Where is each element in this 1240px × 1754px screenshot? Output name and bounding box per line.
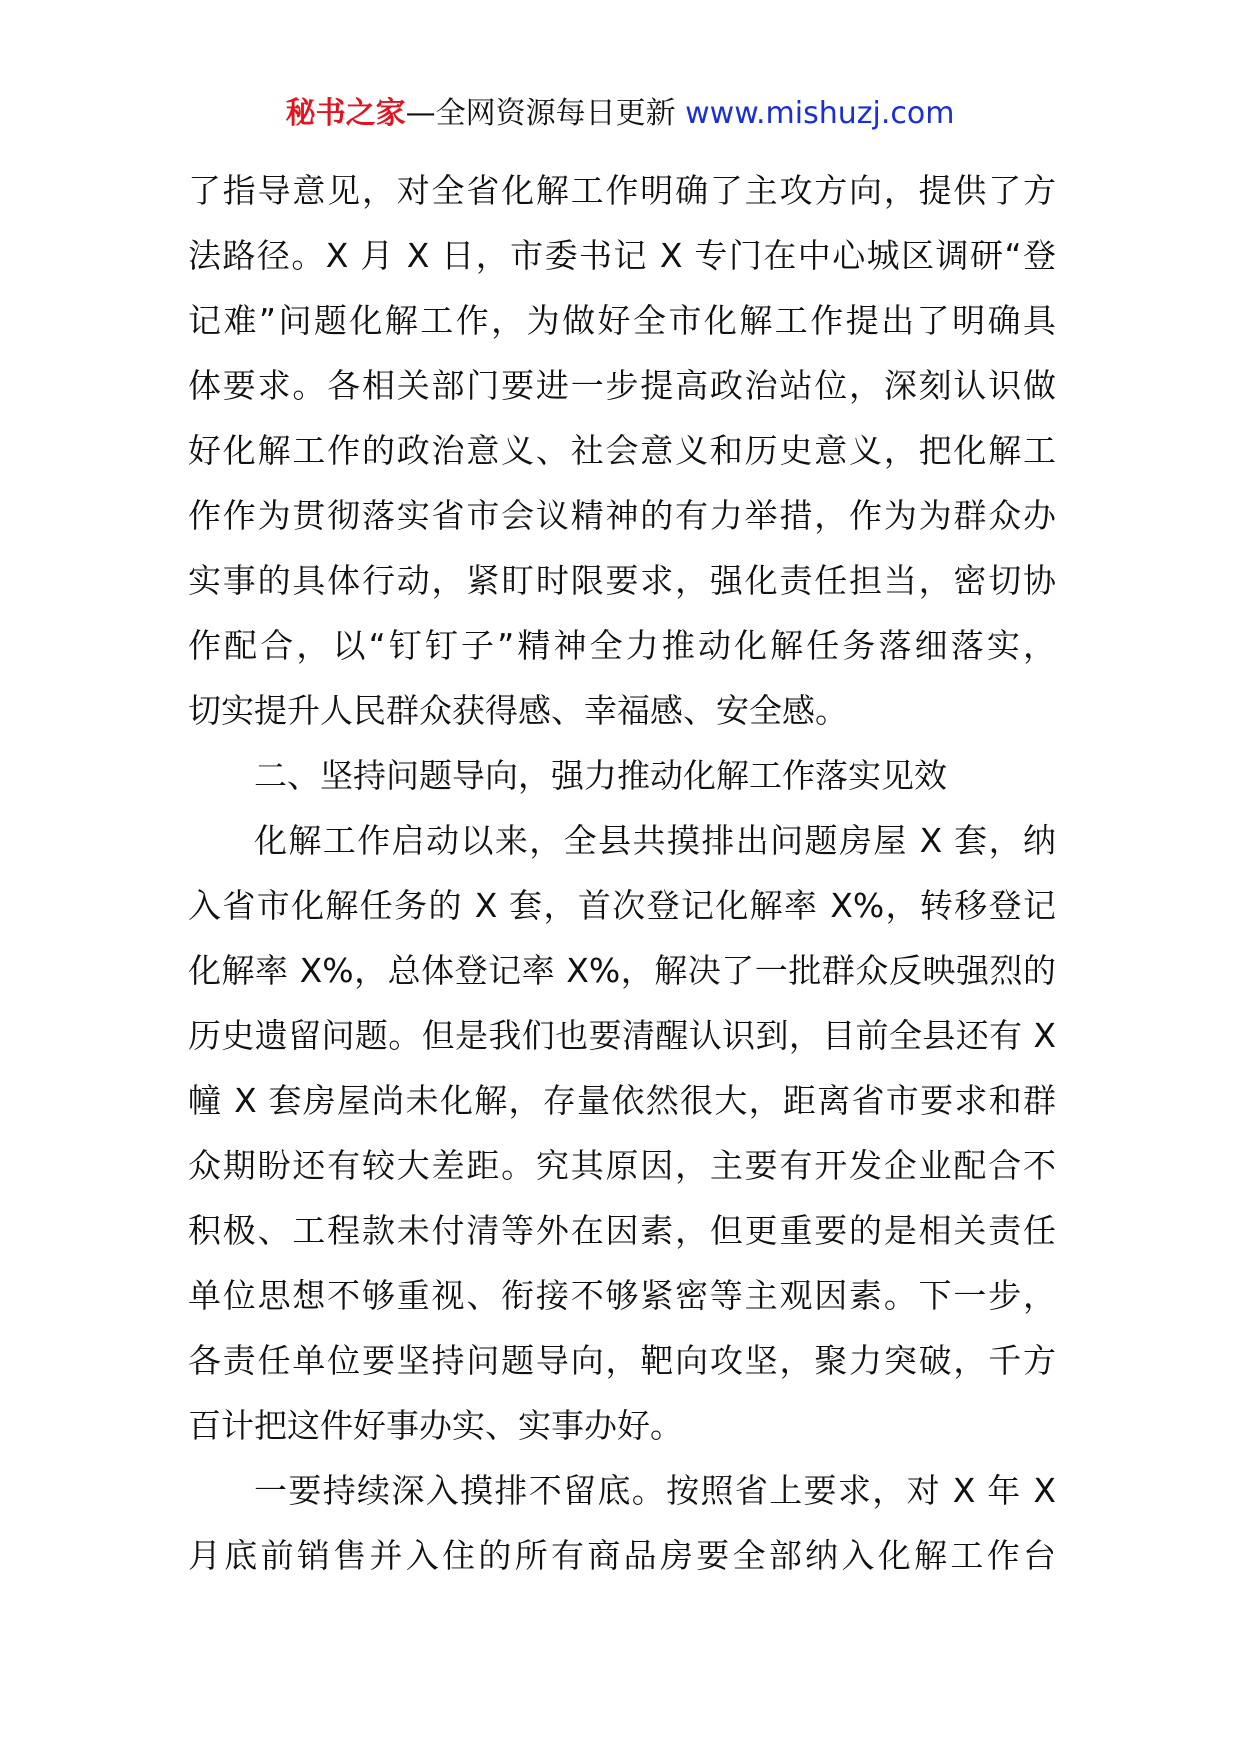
paragraph-line: 单位思想不够重视、衔接不够紧密等主观因素。下一步， — [188, 1276, 1056, 1315]
paragraph-line: 好化解工作的政治意义、社会意义和历史意义，把化解工 — [188, 431, 1056, 470]
paragraph-line: 记难”问题化解工作，为做好全市化解工作提出了明确具 — [188, 301, 1056, 340]
document-body — [188, 158, 1056, 1588]
paragraph-line: 各责任单位要坚持问题导向，靶向攻坚，聚力突破，千方 — [188, 1341, 1056, 1380]
site-url-link[interactable]: www.mishuzj.com — [685, 96, 955, 131]
paragraph-line: 法路径。X 月 X 日，市委书记 X 专门在中心城区调研“登 — [188, 236, 1056, 275]
site-brand: 秘书之家 — [285, 96, 406, 131]
paragraph-line: 历史遗留问题。但是我们也要清醒认识到，目前全县还有 X — [188, 1016, 1056, 1055]
paragraph-line: 一要持续深入摸排不留底。按照省上要求，对 X 年 X — [254, 1471, 1056, 1510]
site-tagline: —全网资源每日更新 — [405, 96, 676, 131]
paragraph-line: 众期盼还有较大差距。究其原因，主要有开发企业配合不 — [188, 1146, 1056, 1185]
paragraph-line: 作作为贯彻落实省市会议精神的有力举措，作为为群众办 — [188, 496, 1056, 535]
site-header — [0, 94, 1240, 134]
paragraph-line: 积极、工程款未付清等外在因素，但更重要的是相关责任 — [188, 1211, 1056, 1250]
paragraph-line: 化解工作启动以来，全县共摸排出问题房屋 X 套，纳 — [254, 821, 1056, 860]
paragraph-line: 实事的具体行动，紧盯时限要求，强化责任担当，密切协 — [188, 561, 1056, 600]
paragraph-line: 入省市化解任务的 X 套，首次登记化解率 X%，转移登记 — [188, 886, 1056, 925]
paragraph-line: 体要求。各相关部门要进一步提高政治站位，深刻认识做 — [188, 366, 1056, 405]
section-heading: 二、坚持问题导向，强力推动化解工作落实见效 — [254, 756, 947, 795]
paragraph-line: 月底前销售并入住的所有商品房要全部纳入化解工作台 — [188, 1536, 1056, 1575]
paragraph-line: 作配合，以“钉钉子”精神全力推动化解任务落细落实， — [188, 626, 1056, 665]
paragraph-line: 幢 X 套房屋尚未化解，存量依然很大，距离省市要求和群 — [188, 1081, 1056, 1120]
paragraph-line: 百计把这件好事办实、实事办好。 — [188, 1406, 683, 1445]
paragraph-line: 了指导意见，对全省化解工作明确了主攻方向，提供了方 — [188, 171, 1056, 210]
paragraph-line: 化解率 X%，总体登记率 X%，解决了一批群众反映强烈的 — [188, 951, 1056, 990]
paragraph-line: 切实提升人民群众获得感、幸福感、安全感。 — [188, 691, 848, 730]
